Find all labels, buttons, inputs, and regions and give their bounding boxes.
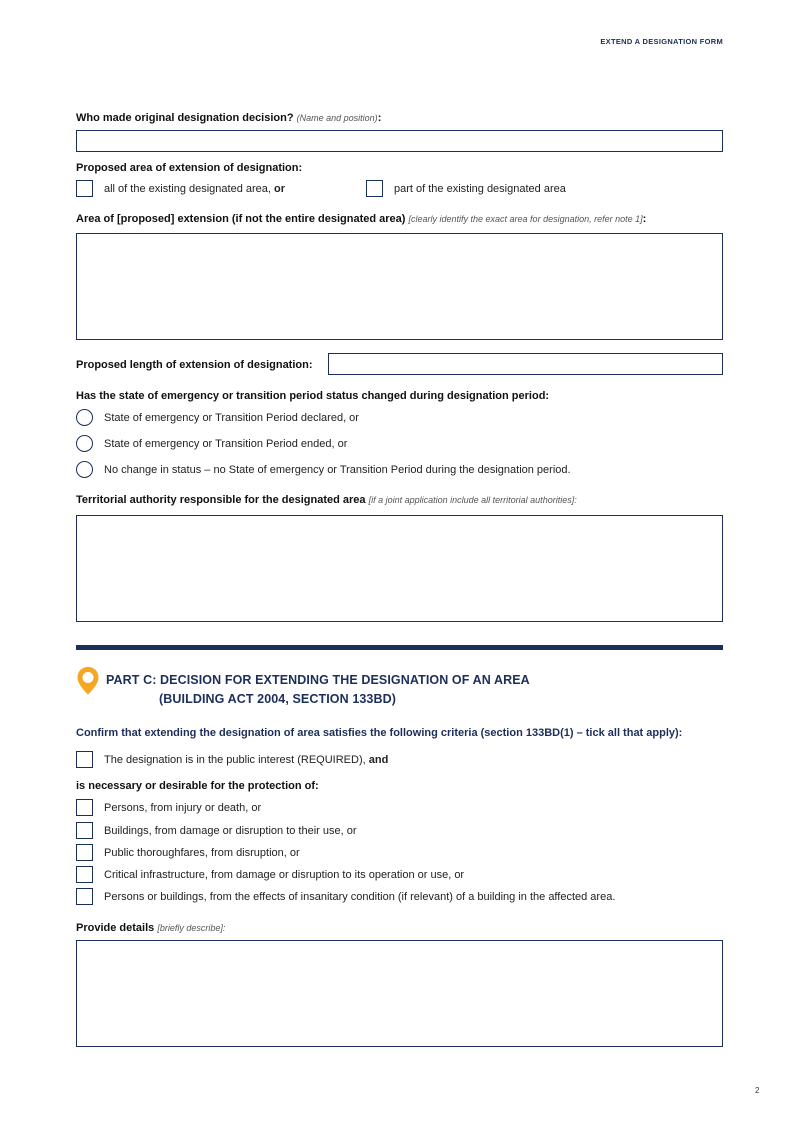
buildings-checkbox[interactable]	[76, 822, 93, 839]
part-area-option-label: part of the existing designated area	[394, 183, 566, 195]
necessary-label: is necessary or desirable for the protection of:	[76, 780, 319, 792]
territorial-authority-hint: [if a joint application include all territorial authorities]:	[368, 495, 577, 505]
all-area-checkbox[interactable]	[76, 180, 93, 197]
section-divider	[76, 645, 723, 650]
thoroughfares-checkbox[interactable]	[76, 844, 93, 861]
extension-area-hint: [clearly identify the exact area for designation, refer note 1]	[408, 214, 643, 224]
page-number: 2	[755, 1086, 760, 1095]
insanitary-checkbox[interactable]	[76, 888, 93, 905]
infrastructure-label: Critical infrastructure, from damage or disruption to its operation or use, or	[104, 869, 465, 881]
insanitary-label: Persons or buildings, from the effects of insanitary condition (if relevant) of a building in the affected area.	[104, 891, 616, 903]
all-area-option-label: all of the existing designated area, or	[104, 183, 286, 195]
provide-details-hint: [briefly describe]:	[157, 923, 226, 933]
territorial-authority-field[interactable]	[76, 515, 723, 622]
thoroughfares-label: Public thoroughfares, from disruption, or	[104, 847, 300, 859]
status-no-change-label: No change in status – no State of emergency or Transition Period during the designation period.	[104, 464, 571, 476]
part-area-checkbox[interactable]	[366, 180, 383, 197]
buildings-label: Buildings, from damage or disruption to their use, or	[104, 825, 357, 837]
proposed-area-label: Proposed area of extension of designation:	[76, 162, 303, 174]
status-declared-radio[interactable]	[76, 409, 93, 426]
public-interest-checkbox[interactable]	[76, 751, 93, 768]
extension-area-label: Area of [proposed] extension (if not the entire designated area) [clearly identify the exact area for designation, refer note 1]:	[76, 213, 647, 225]
proposed-length-label: Proposed length of extension of designation:	[76, 359, 313, 371]
extension-area-field[interactable]	[76, 233, 723, 340]
infrastructure-checkbox[interactable]	[76, 866, 93, 883]
form-title: EXTEND A DESIGNATION FORM	[600, 37, 723, 46]
persons-label: Persons, from injury or death, or	[104, 802, 262, 814]
original-decision-hint: (Name and position)	[296, 113, 378, 123]
original-decision-label: Who made original designation decision? (Name and position):	[76, 112, 382, 124]
proposed-length-field[interactable]	[328, 353, 723, 375]
status-no-change-radio[interactable]	[76, 461, 93, 478]
status-ended-radio[interactable]	[76, 435, 93, 452]
territorial-authority-label: Territorial authority responsible for the designated area [if a joint application include all territorial authorities]:	[76, 494, 577, 506]
part-c-title-line2: (BUILDING ACT 2004, SECTION 133BD)	[159, 692, 397, 706]
persons-checkbox[interactable]	[76, 799, 93, 816]
criteria-confirm-label: Confirm that extending the designation of area satisfies the following criteria (section 133BD(1) – tick all that apply):	[76, 727, 683, 739]
status-change-label: Has the state of emergency or transition period status changed during designation period:	[76, 390, 550, 402]
provide-details-field[interactable]	[76, 940, 723, 1047]
status-ended-label: State of emergency or Transition Period ended, or	[104, 438, 348, 450]
original-decision-field[interactable]	[76, 130, 723, 152]
part-c-title-line1: PART C: DECISION FOR EXTENDING THE DESIGNATION OF AN AREA	[106, 673, 530, 687]
location-pin-icon	[76, 666, 100, 696]
provide-details-label: Provide details [briefly describe]:	[76, 922, 226, 934]
status-declared-label: State of emergency or Transition Period declared, or	[104, 412, 359, 424]
public-interest-label: The designation is in the public interest (REQUIRED), and	[104, 754, 389, 766]
